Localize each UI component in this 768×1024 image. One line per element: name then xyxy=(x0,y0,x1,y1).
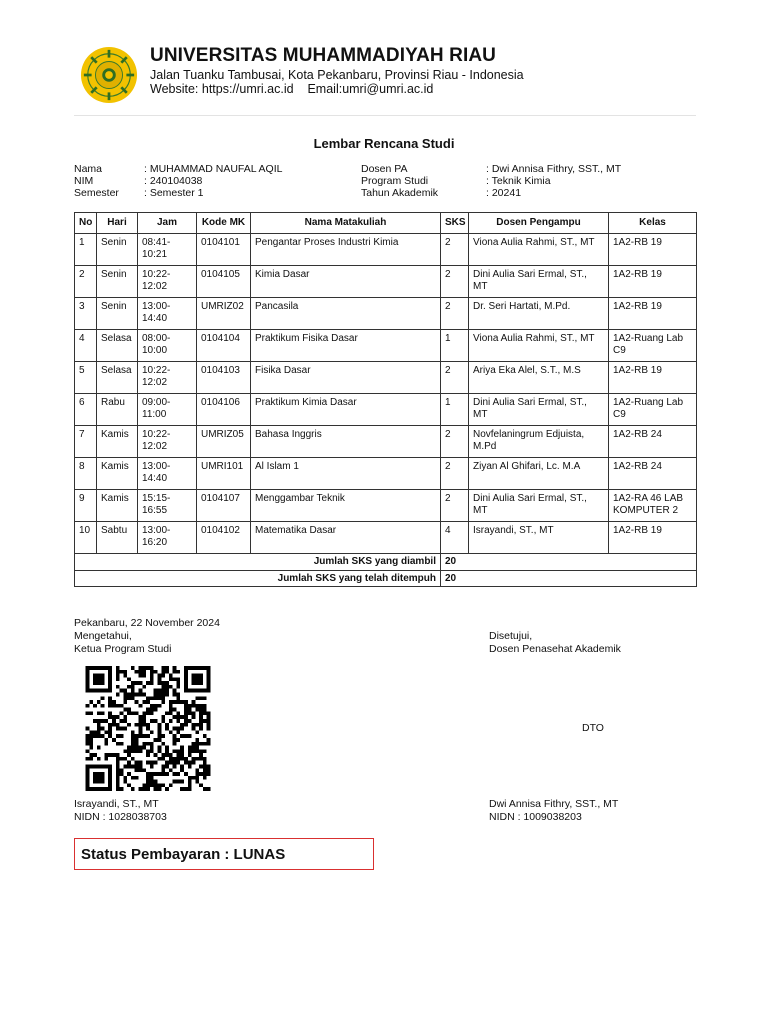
academic-advisor-role: Dosen Penasehat Akademik xyxy=(489,643,621,655)
column-header: Jam xyxy=(138,213,197,234)
info-label: NIM xyxy=(74,174,94,187)
cell-course-name: Al Islam 1 xyxy=(251,458,441,490)
cell-time: 08:00- 10:00 xyxy=(138,330,197,362)
column-header: Hari xyxy=(97,213,138,234)
cell-day: Senin xyxy=(97,234,138,266)
cell-credits: 1 xyxy=(441,330,469,362)
cell-course-code: 0104103 xyxy=(197,362,251,394)
cell-course-name: Praktikum Kimia Dasar xyxy=(251,394,441,426)
info-value: : Dwi Annisa Fithry, SST., MT xyxy=(486,163,622,175)
course-table-body xyxy=(75,234,697,554)
cell-lecturer: Viona Aulia Rahmi, ST., MT xyxy=(469,330,609,362)
cell-time: 10:22- 12:02 xyxy=(138,266,197,298)
cell-lecturer: Ariya Eka Alel, S.T., M.S xyxy=(469,362,609,394)
table-row xyxy=(75,490,697,522)
academic-advisor-name: Dwi Annisa Fithry, SST., MT xyxy=(489,798,619,810)
cell-lecturer: Ziyan Al Ghifari, Lc. M.A xyxy=(469,458,609,490)
approved-label: Disetujui, xyxy=(489,630,533,642)
table-row xyxy=(75,522,697,554)
university-seal-icon xyxy=(80,46,138,104)
cell-time: 13:00- 14:40 xyxy=(138,298,197,330)
summary-row-completed xyxy=(75,570,697,587)
info-label: Dosen PA xyxy=(361,163,408,175)
info-value: : Teknik Kimia xyxy=(486,174,551,187)
cell-class: 1A2-RB 19 xyxy=(609,266,697,298)
cell-credits: 2 xyxy=(441,426,469,458)
cell-course-code: UMRIZ05 xyxy=(197,426,251,458)
qr-code-icon xyxy=(83,666,213,791)
header-divider xyxy=(74,115,696,116)
cell-credits: 2 xyxy=(441,298,469,330)
cell-class: 1A2-RB 19 xyxy=(609,362,697,394)
cell-day: Selasa xyxy=(97,362,138,394)
info-value: : 20241 xyxy=(486,186,522,199)
table-row xyxy=(75,234,697,266)
cell-class: 1A2-RA 46 LAB KOMPUTER 2 xyxy=(609,490,697,522)
student-info xyxy=(74,164,282,199)
cell-lecturer: Israyandi, ST., MT xyxy=(469,522,609,554)
info-label: Nama xyxy=(74,163,103,175)
summary-value: 20 xyxy=(441,570,697,587)
table-row xyxy=(75,426,697,458)
cell-day: Rabu xyxy=(97,394,138,426)
table-row xyxy=(75,266,697,298)
column-header: No xyxy=(75,213,97,234)
cell-no: 8 xyxy=(75,458,97,490)
advisor-signature-mark: DTO xyxy=(582,722,604,734)
cell-course-name: Pengantar Proses Industri Kimia xyxy=(251,234,441,266)
cell-time: 10:22- 12:02 xyxy=(138,426,197,458)
cell-course-code: UMRIZ02 xyxy=(197,298,251,330)
cell-day: Senin xyxy=(97,266,138,298)
cell-credits: 2 xyxy=(441,458,469,490)
cell-course-name: Matematika Dasar xyxy=(251,522,441,554)
cell-course-code: 0104102 xyxy=(197,522,251,554)
cell-time: 13:00- 16:20 xyxy=(138,522,197,554)
cell-no: 4 xyxy=(75,330,97,362)
cell-course-code: 0104106 xyxy=(197,394,251,426)
cell-class: 1A2-Ruang Lab C9 xyxy=(609,330,697,362)
cell-course-code: 0104101 xyxy=(197,234,251,266)
cell-day: Kamis xyxy=(97,426,138,458)
table-header-row xyxy=(75,213,697,234)
cell-lecturer: Novfelaningrum Edjuista, M.Pd xyxy=(469,426,609,458)
table-row xyxy=(75,330,697,362)
cell-course-name: Praktikum Fisika Dasar xyxy=(251,330,441,362)
cell-lecturer: Dini Aulia Sari Ermal, ST., MT xyxy=(469,394,609,426)
cell-no: 3 xyxy=(75,298,97,330)
cell-lecturer: Dini Aulia Sari Ermal, ST., MT xyxy=(469,490,609,522)
cell-day: Selasa xyxy=(97,330,138,362)
course-table xyxy=(74,212,697,587)
cell-class: 1A2-RB 24 xyxy=(609,426,697,458)
university-contact: Website: https://umri.ac.id Email:umri@umri.ac.id xyxy=(150,82,434,96)
cell-class: 1A2-RB 24 xyxy=(609,458,697,490)
cell-credits: 2 xyxy=(441,490,469,522)
cell-time: 15:15- 16:55 xyxy=(138,490,197,522)
signature-right-header xyxy=(489,630,621,656)
info-label: Program Studi xyxy=(361,174,429,187)
cell-credits: 2 xyxy=(441,266,469,298)
head-of-program-role: Ketua Program Studi xyxy=(74,643,172,655)
cell-class: 1A2-RB 19 xyxy=(609,298,697,330)
cell-no: 10 xyxy=(75,522,97,554)
summary-label: Jumlah SKS yang diambil xyxy=(75,554,441,571)
cell-course-code: 0104104 xyxy=(197,330,251,362)
column-header: Nama Matakuliah xyxy=(251,213,441,234)
cell-no: 9 xyxy=(75,490,97,522)
signature-right-footer xyxy=(489,798,618,824)
head-of-program-name: Israyandi, ST., MT xyxy=(74,798,159,810)
cell-credits: 2 xyxy=(441,362,469,394)
table-row xyxy=(75,458,697,490)
info-value: : Semester 1 xyxy=(144,186,204,199)
cell-course-name: Fisika Dasar xyxy=(251,362,441,394)
cell-time: 08:41- 10:21 xyxy=(138,234,197,266)
university-address: Jalan Tuanku Tambusai, Kota Pekanbaru, Provinsi Riau - Indonesia xyxy=(150,68,524,82)
cell-course-code: 0104107 xyxy=(197,490,251,522)
payment-status: Status Pembayaran : LUNAS xyxy=(81,846,286,863)
info-row-nim xyxy=(74,176,282,188)
cell-time: 09:00- 11:00 xyxy=(138,394,197,426)
head-of-program-nidn: NIDN : 1028038703 xyxy=(74,811,167,823)
summary-value: 20 xyxy=(441,554,697,571)
cell-credits: 4 xyxy=(441,522,469,554)
info-value: : 240104038 xyxy=(144,174,203,187)
cell-no: 6 xyxy=(75,394,97,426)
cell-course-name: Pancasila xyxy=(251,298,441,330)
signature-left-footer xyxy=(74,798,167,824)
cell-course-code: UMRI101 xyxy=(197,458,251,490)
cell-class: 1A2-Ruang Lab C9 xyxy=(609,394,697,426)
cell-no: 2 xyxy=(75,266,97,298)
cell-day: Kamis xyxy=(97,458,138,490)
summary-label: Jumlah SKS yang telah ditempuh xyxy=(75,570,441,587)
info-label: Tahun Akademik xyxy=(361,186,439,199)
info-row-tahun-akademik xyxy=(361,188,621,200)
cell-day: Sabtu xyxy=(97,522,138,554)
university-name: UNIVERSITAS MUHAMMADIYAH RIAU xyxy=(150,45,496,66)
column-header: SKS xyxy=(441,213,469,234)
cell-course-name: Menggambar Teknik xyxy=(251,490,441,522)
table-row xyxy=(75,394,697,426)
known-by-label: Mengetahui, xyxy=(74,630,132,642)
cell-course-name: Kimia Dasar xyxy=(251,266,441,298)
cell-no: 7 xyxy=(75,426,97,458)
cell-credits: 2 xyxy=(441,234,469,266)
cell-lecturer: Viona Aulia Rahmi, ST., MT xyxy=(469,234,609,266)
cell-time: 13:00- 14:40 xyxy=(138,458,197,490)
cell-no: 5 xyxy=(75,362,97,394)
academic-info xyxy=(361,164,621,199)
column-header: Kelas xyxy=(609,213,697,234)
cell-course-code: 0104105 xyxy=(197,266,251,298)
cell-time: 10:22- 12:02 xyxy=(138,362,197,394)
column-header: Dosen Pengampu xyxy=(469,213,609,234)
info-row-semester xyxy=(74,188,282,200)
place-date: Pekanbaru, 22 November 2024 xyxy=(74,617,220,629)
cell-lecturer: Dini Aulia Sari Ermal, ST., MT xyxy=(469,266,609,298)
document-title: Lembar Rencana Studi xyxy=(313,136,455,151)
info-row-program-studi xyxy=(361,176,621,188)
signature-left-header xyxy=(74,617,220,656)
cell-day: Kamis xyxy=(97,490,138,522)
summary-row-taken xyxy=(75,554,697,571)
cell-course-name: Bahasa Inggris xyxy=(251,426,441,458)
cell-class: 1A2-RB 19 xyxy=(609,234,697,266)
academic-advisor-nidn: NIDN : 1009038203 xyxy=(489,811,582,823)
cell-no: 1 xyxy=(75,234,97,266)
info-value: : MUHAMMAD NAUFAL AQIL xyxy=(144,163,283,175)
cell-lecturer: Dr. Seri Hartati, M.Pd. xyxy=(469,298,609,330)
table-row xyxy=(75,362,697,394)
column-header: Kode MK xyxy=(197,213,251,234)
cell-day: Senin xyxy=(97,298,138,330)
cell-credits: 1 xyxy=(441,394,469,426)
cell-class: 1A2-RB 19 xyxy=(609,522,697,554)
payment-status-box xyxy=(74,838,374,870)
table-row xyxy=(75,298,697,330)
info-label: Semester xyxy=(74,186,119,199)
